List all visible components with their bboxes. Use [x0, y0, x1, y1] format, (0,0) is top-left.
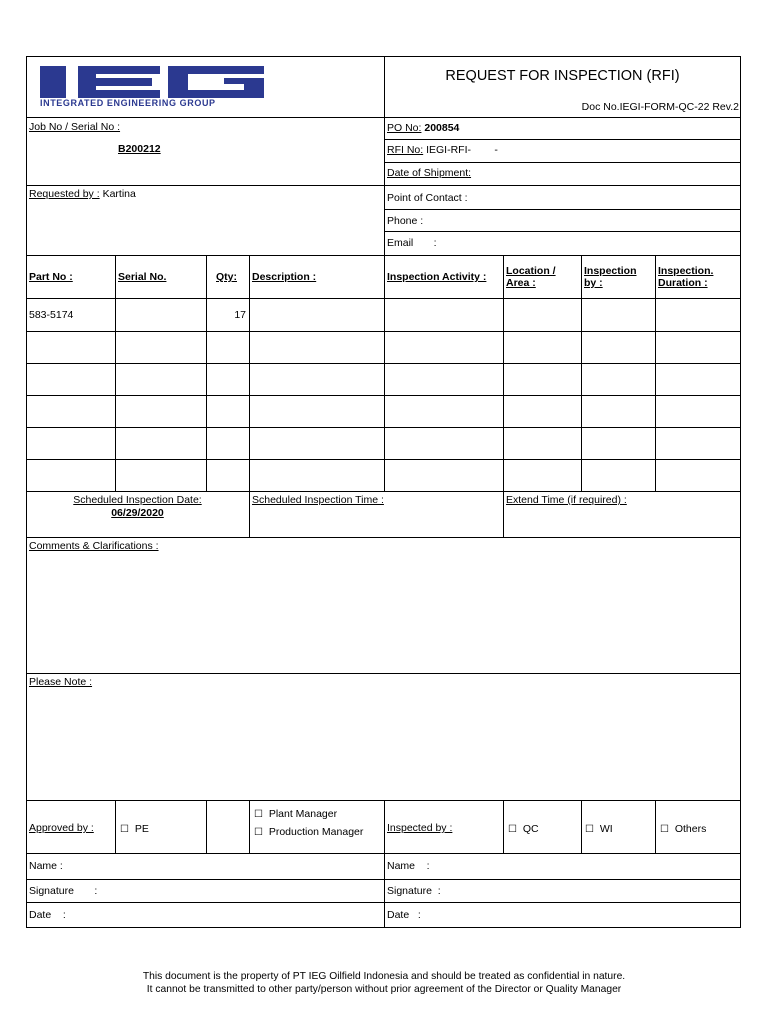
name-right-label: Name : [387, 860, 430, 872]
checkbox-icon[interactable]: ☐ [120, 824, 129, 835]
footer-line-1: This document is the property of PT IEG Oilfield Indonesia and should be treated as confidential in nature. [142, 971, 626, 982]
header-part-no: Part No : [29, 271, 73, 283]
po-label: PO No: [387, 122, 422, 134]
row1-qty: 17 [234, 309, 246, 321]
scheduled-date-label: Scheduled Inspection Date: [73, 494, 202, 506]
rfi-value: IEGI-RFI- - [426, 144, 498, 156]
checkbox-icon[interactable]: ☐ [508, 824, 517, 835]
requested-value: Kartina [102, 188, 136, 200]
footer-line-2: It cannot be transmitted to other party/person without prior agreement of the Director or Quality Manager [146, 984, 622, 995]
checkbox-icon[interactable]: ☐ [254, 827, 263, 838]
header-location-1: Location / [506, 265, 556, 277]
scheduled-date-value: 06/29/2020 [111, 507, 164, 519]
header-inspection-by-1: Inspection [584, 265, 637, 277]
header-description: Description : [252, 271, 317, 283]
checkbox-icon[interactable]: ☐ [585, 824, 594, 835]
shipment-date-label: Date of Shipment: [387, 167, 472, 179]
production-manager-label: Production Manager [268, 826, 364, 838]
others-label: Others [674, 823, 707, 835]
qc-label: QC [522, 823, 539, 835]
pe-label: PE [134, 823, 149, 835]
doc-number: Doc No.IEGI-FORM-QC-22 Rev.2 [581, 101, 739, 113]
job-label: Job No / Serial No : [29, 121, 121, 133]
extend-time-label: Extend Time (if required) : [506, 494, 627, 506]
header-serial-no: Serial No. [118, 271, 167, 283]
header-inspection-by-2: by : [584, 277, 603, 289]
signature-right-label: Signature : [387, 885, 441, 897]
form-title: REQUEST FOR INSPECTION (RFI) [445, 68, 680, 84]
po-number [387, 122, 459, 134]
rfi-number [387, 144, 498, 156]
qc-option[interactable] [508, 823, 539, 836]
inspected-by-label: Inspected by : [387, 822, 453, 834]
date-left-label: Date : [29, 909, 66, 921]
header-inspection-activity: Inspection Activity : [387, 271, 487, 283]
date-right-label: Date : [387, 909, 421, 921]
wi-label: WI [599, 823, 613, 835]
others-option[interactable] [660, 823, 706, 836]
company-logo [38, 64, 268, 110]
production-manager-option[interactable] [254, 826, 363, 839]
please-note-label: Please Note : [29, 676, 93, 688]
requested-label: Requested by : [29, 188, 100, 200]
name-left-label: Name : [29, 860, 63, 872]
header-duration-1: Inspection. [658, 265, 714, 277]
pe-option[interactable] [120, 823, 149, 836]
approved-by-label: Approved by : [29, 822, 94, 834]
po-value: 200854 [424, 122, 460, 134]
rfi-label: RFI No: [387, 144, 424, 156]
header-qty: Qty: [216, 271, 237, 283]
comments-label: Comments & Clarifications : [29, 540, 159, 552]
header-duration-2: Duration : [658, 277, 708, 289]
phone-label: Phone : [387, 215, 424, 227]
wi-option[interactable] [585, 823, 613, 836]
logo-subtitle: INTEGRATED ENGINEERING GROUP [40, 98, 216, 108]
signature-left-label: Signature : [29, 885, 98, 897]
plant-manager-label: Plant Manager [268, 808, 338, 820]
requested-by [29, 188, 136, 200]
scheduled-time-label: Scheduled Inspection Time : [252, 494, 384, 506]
plant-manager-option[interactable] [254, 808, 337, 821]
checkbox-icon[interactable]: ☐ [660, 824, 669, 835]
row1-part-no: 583-5174 [29, 309, 74, 321]
checkbox-icon[interactable]: ☐ [254, 809, 263, 820]
email-label: Email : [387, 237, 437, 249]
header-location-2: Area : [506, 277, 536, 289]
contact-label: Point of Contact : [387, 192, 468, 204]
job-value: B200212 [118, 143, 161, 155]
